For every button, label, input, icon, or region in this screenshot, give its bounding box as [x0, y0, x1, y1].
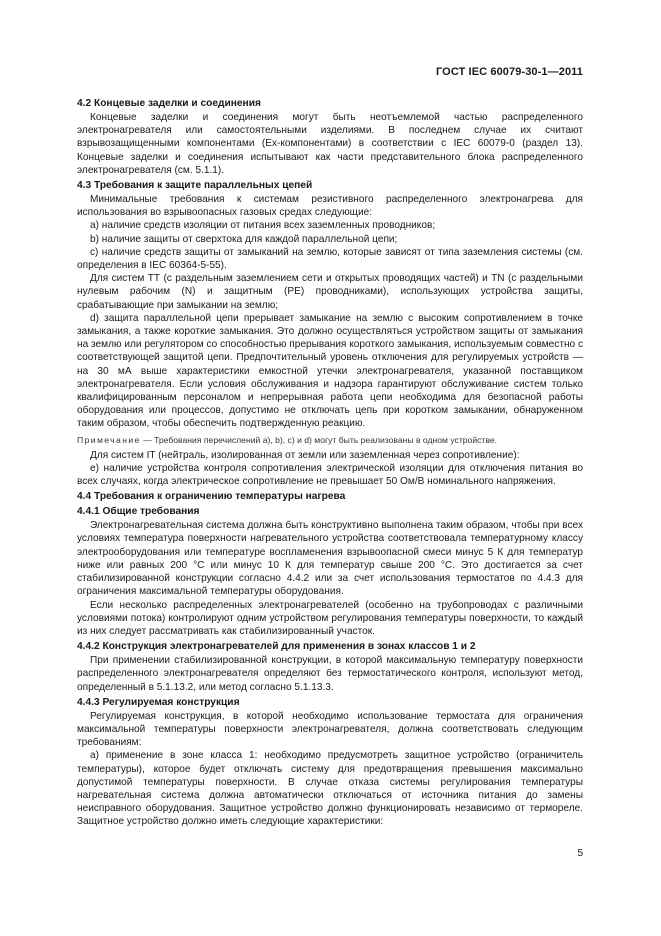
- note: [77, 434, 583, 446]
- subsection-heading: 4.4.2 Конструкция электронагревателей для применения в зонах классов 1 и 2: [77, 641, 476, 653]
- note-label: Примечание: [77, 434, 141, 445]
- paragraph: Регулируемая конструкция, в которой необходимо использование термостата для ограничения максимальной температуры поверхности электронагревателя, должна соответствовать следующим требованиям:: [77, 710, 583, 749]
- paragraph: Для систем IT (нейтраль, изолированная от земли или заземленная через сопротивление):: [90, 449, 520, 461]
- list-item: d) защита параллельной цепи прерывает замыкание на землю с высоким сопротивлением в точке замыкания, а также короткие замыкания. Это должно осуществляться устройством защиты от замыкания на землю или регулятором со способностью прерывания короткого замыкания, используемым совместно с соответствующей защитой цепи. Предпочтительный уровень отключения для регулируемых устройств — на 30 мА выше характеристики емкостной утечки электронагревателя, указанной поставщиком электронагревателя. Если условия обслуживания и надзора гарантируют обслуживание систем только квалифицированным персоналом и непрерывная работа цепи необходима для безопасной работы оборудования или процессов, допустимо не отключать цепь при коротком замыкании, обнаруженном таким образом, чтобы обеспечить подтвержденную реакцию.: [77, 312, 583, 430]
- list-item: a) наличие средств изоляции от питания всех заземленных проводников;: [90, 220, 436, 232]
- list-item: e) наличие устройства контроля сопротивления электрической изоляции для отключения питания во всех случаях, когда электрическое сопротивление не превышает 50 Ом/В номинального напряжения.: [77, 462, 583, 488]
- page-number: 5: [577, 848, 583, 859]
- document-body: [77, 95, 583, 829]
- subsection-heading: 4.4.1 Общие требования: [77, 506, 200, 518]
- list-item: c) наличие средств защиты от замыканий на землю, которые зависят от типа заземления системы (см. определения в IEC 60364-5-55).: [77, 246, 583, 272]
- section-heading: 4.3 Требования к защите параллельных цепей: [77, 180, 313, 192]
- document-code-header: ГОСТ IEC 60079-30-1—2011: [435, 66, 583, 78]
- section-heading: 4.4 Требования к ограничению температуры нагрева: [77, 491, 346, 503]
- subsection-heading: 4.4.3 Регулируемая конструкция: [77, 696, 240, 708]
- paragraph: Для систем ТТ (с раздельным заземлением сети и открытых проводящих частей) и TN (с раздельными нулевым рабочим (N) и защитным (PE) проводниками), использующих устройства защиты, срабатывающие при замыкании на землю;: [77, 273, 583, 311]
- note-text: — Требования перечислений a), b), c) и d) могут быть реализованы в одном устройстве.: [140, 434, 498, 445]
- list-item: b) наличие защиты от сверхтока для каждой параллельной цепи;: [90, 233, 398, 245]
- list-item: a) применение в зоне класса 1: необходимо предусмотреть защитное устройство (ограничитель температуры), которое будет отключать систему для предотвращения превышения максимально допустимой температуры поверхности. В случае отказа системы регулирования температуры нагревательная система должна автоматически отключаться от источника питания до замены неисправного оборудования. Защитное устройство должно функционировать независимо от термореле. Защитное устройство должно иметь следующие характеристики:: [77, 750, 583, 828]
- paragraph: Концевые заделки и соединения могут быть неотъемлемой частью распределенного электронагревателя или самостоятельными изделиями. В последнем случае их считают взрывозащищенными компонентами (Ex-компонентами) в соответствии с IEC 60079-0 (раздел 13). Концевые заделки и соединения испытывают как части представительного блока распределенного электронагревателя (см. 5.1.1).: [77, 112, 583, 176]
- paragraph: Если несколько распределенных электронагревателей (особенно на трубопроводах с различными условиями потока) контролируют одним устройством регулирования температуры поверхности, то каждый из них следует рассматривать как стабилизированный участок.: [77, 599, 583, 637]
- paragraph: Минимальные требования к системам резистивного распределенного электронагрева для использования во взрывоопасных газовых средах следующие:: [77, 194, 583, 219]
- section-heading: 4.2 Концевые заделки и соединения: [77, 98, 261, 109]
- paragraph: Электронагревательная система должна быть конструктивно выполнена таким образом, чтобы при всех условиях температура поверхности нагревательного устройства соответствовала температурному классу электрооборудования или температуре воспламенения взрывоопасной смеси минус 5 К для температур ниже или равных 200 °С или минус 10 К для температур свыше 200 °С. Это достигается за счет стабилизированной конструкции согласно 4.4.2 или за счет использования термостатов по 4.4.3 для ограничения максимальной температуры оборудования.: [77, 520, 583, 598]
- paragraph: При применении стабилизированной конструкции, в которой максимальную температуру поверхности распределенного электронагревателя определяют без термостатического контроля, используют метод, определенный в 5.1.13.2, или метод согласно 5.1.13.3.: [77, 655, 583, 693]
